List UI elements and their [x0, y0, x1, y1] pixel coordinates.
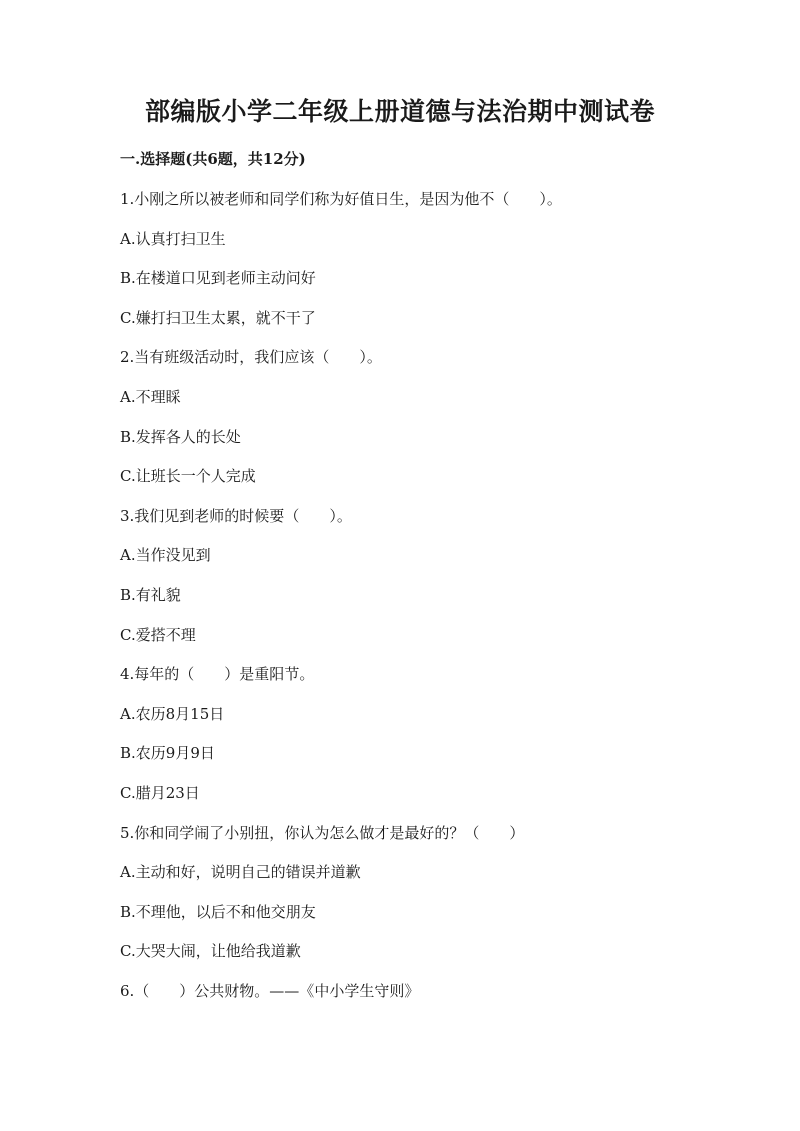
- question-list: [120, 180, 740, 1011]
- option-3c: C.爱搭不理: [120, 625, 196, 644]
- option-1c: C.嫌打扫卫生太累，就不干了: [120, 308, 316, 327]
- option-1a: A.认真打扫卫生: [120, 229, 226, 248]
- question-3: 3.我们见到老师的时候要（ ）。: [120, 506, 352, 525]
- option-1b: B.在楼道口见到老师主动问好: [120, 269, 316, 288]
- option-3a: A.当作没见到: [120, 546, 211, 565]
- question-2: 2.当有班级活动时，我们应该（ ）。: [120, 348, 382, 367]
- page-title: 部编版小学二年级上册道德与法治期中测试卷: [144, 97, 655, 126]
- section-heading: 一.选择题(共6题，共12分): [120, 150, 306, 168]
- option-4b: B.农历9月9日: [120, 744, 215, 763]
- option-5a: A.主动和好，说明自己的错误并道歉: [120, 863, 361, 882]
- option-5b: B.不理他，以后不和他交朋友: [120, 902, 316, 921]
- question-1: 1.小刚之所以被老师和同学们称为好值日生，是因为他不（ ）。: [120, 190, 562, 208]
- option-4a: A.农历8月15日: [120, 704, 225, 723]
- question-4: 4.每年的（ ）是重阳节。: [120, 665, 315, 684]
- option-2b: B.发挥各人的长处: [120, 427, 241, 446]
- question-6: 6.（ ）公共财物。——《中小学生守则》: [120, 981, 420, 1000]
- question-5: 5.你和同学闹了小别扭，你认为怎么做才是最好的？（ ）: [120, 823, 525, 842]
- option-3b: B.有礼貌: [120, 585, 181, 604]
- option-4c: C.腊月23日: [120, 783, 200, 802]
- option-2a: A.不理睬: [120, 387, 181, 406]
- option-5c: C.大哭大闹，让他给我道歉: [120, 942, 301, 961]
- option-2c: C.让班长一个人完成: [120, 467, 256, 486]
